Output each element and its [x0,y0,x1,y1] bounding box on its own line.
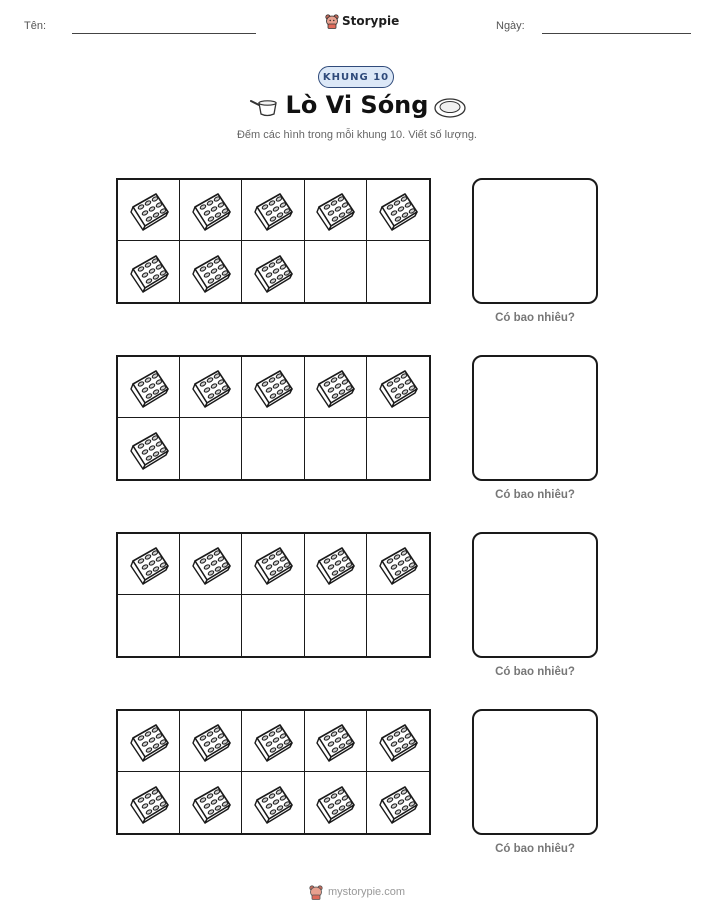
ten-frame-cell [180,772,242,833]
ten-frame-cell [305,180,367,241]
microwave-tray-icon [312,782,358,824]
microwave-tray-icon [312,720,358,762]
ten-frame-cell [367,772,429,833]
microwave-tray-icon [188,720,234,762]
microwave-tray-icon [188,543,234,585]
section-badge: KHUNG 10 [318,66,394,88]
ten-frame-cell [242,534,304,595]
footer [0,884,714,900]
microwave-tray-icon [375,543,421,585]
name-label: Tên: [24,20,47,32]
question-label-1: Có bao nhiêu? [495,312,575,324]
ten-frame-cell [367,534,429,595]
ten-frame-cell [242,418,304,479]
microwave-tray-icon [126,189,172,231]
microwave-tray-icon [312,189,358,231]
plate-icon [433,95,467,119]
ten-frame-cell [242,595,304,656]
microwave-tray-icon [126,720,172,762]
ten-frame-cell [180,241,242,302]
ten-frame-cell [180,180,242,241]
ten-frame-3 [116,532,431,658]
ten-frame-cell [118,595,180,656]
answer-box-4[interactable] [472,709,598,835]
ten-frame-cell [305,357,367,418]
page-title: Lò Vi Sóng [285,91,429,119]
ten-frame-cell [305,241,367,302]
microwave-tray-icon [188,251,234,293]
microwave-tray-icon [188,189,234,231]
ten-frame-cell [367,180,429,241]
microwave-tray-icon [188,366,234,408]
ten-frame-cell [118,357,180,418]
ten-frame-cell [180,711,242,772]
microwave-tray-icon [126,366,172,408]
ten-frame-2 [116,355,431,481]
ten-frame-cell [242,357,304,418]
name-line [72,33,256,34]
ten-frame-cell [118,180,180,241]
microwave-tray-icon [250,543,296,585]
ten-frame-cell [367,241,429,302]
microwave-tray-icon [375,720,421,762]
ten-frame-cell [118,241,180,302]
date-label: Ngày: [496,20,525,32]
ten-frame-cell [367,711,429,772]
ten-frame-cell [180,357,242,418]
answer-box-1[interactable] [472,178,598,304]
ten-frame-cell [180,534,242,595]
microwave-tray-icon [375,189,421,231]
ten-frame-1 [116,178,431,304]
microwave-tray-icon [250,366,296,408]
microwave-tray-icon [312,543,358,585]
question-label-4: Có bao nhiêu? [495,843,575,855]
ten-frame-cell [367,357,429,418]
microwave-tray-icon [250,782,296,824]
footer-url: mystorypie.com [327,886,406,898]
microwave-tray-icon [375,366,421,408]
ten-frame-cell [305,711,367,772]
ten-frame-cell [305,595,367,656]
ten-frame-cell [305,534,367,595]
microwave-tray-icon [250,189,296,231]
microwave-tray-icon [188,782,234,824]
microwave-tray-icon [312,366,358,408]
microwave-tray-icon [126,428,172,470]
microwave-tray-icon [126,782,172,824]
ten-frame-4 [116,709,431,835]
microwave-tray-icon [250,720,296,762]
microwave-tray-icon [126,543,172,585]
ten-frame-cell [242,180,304,241]
ten-frame-cell [367,418,429,479]
ten-frame-cell [180,418,242,479]
brand-name: Storypie [342,14,400,28]
answer-box-2[interactable] [472,355,598,481]
ten-frame-cell [305,418,367,479]
ten-frame-cell [118,418,180,479]
brand-logo [325,13,399,29]
microwave-tray-icon [250,251,296,293]
bear-logo-icon [325,13,339,29]
answer-box-3[interactable] [472,532,598,658]
ten-frame-cell [118,534,180,595]
microwave-tray-icon [126,251,172,293]
ten-frame-cell [180,595,242,656]
ten-frame-cell [242,711,304,772]
date-line [542,33,691,34]
ten-frame-cell [242,241,304,302]
microwave-tray-icon [375,782,421,824]
ten-frame-cell [118,711,180,772]
question-label-3: Có bao nhiêu? [495,666,575,678]
ten-frame-cell [242,772,304,833]
question-label-2: Có bao nhiêu? [495,489,575,501]
ten-frame-cell [118,772,180,833]
bear-logo-icon [309,884,323,900]
instructions: Đếm các hình trong mỗi khung 10. Viết số lượng. [236,129,477,141]
ten-frame-cell [305,772,367,833]
ten-frame-cell [367,595,429,656]
